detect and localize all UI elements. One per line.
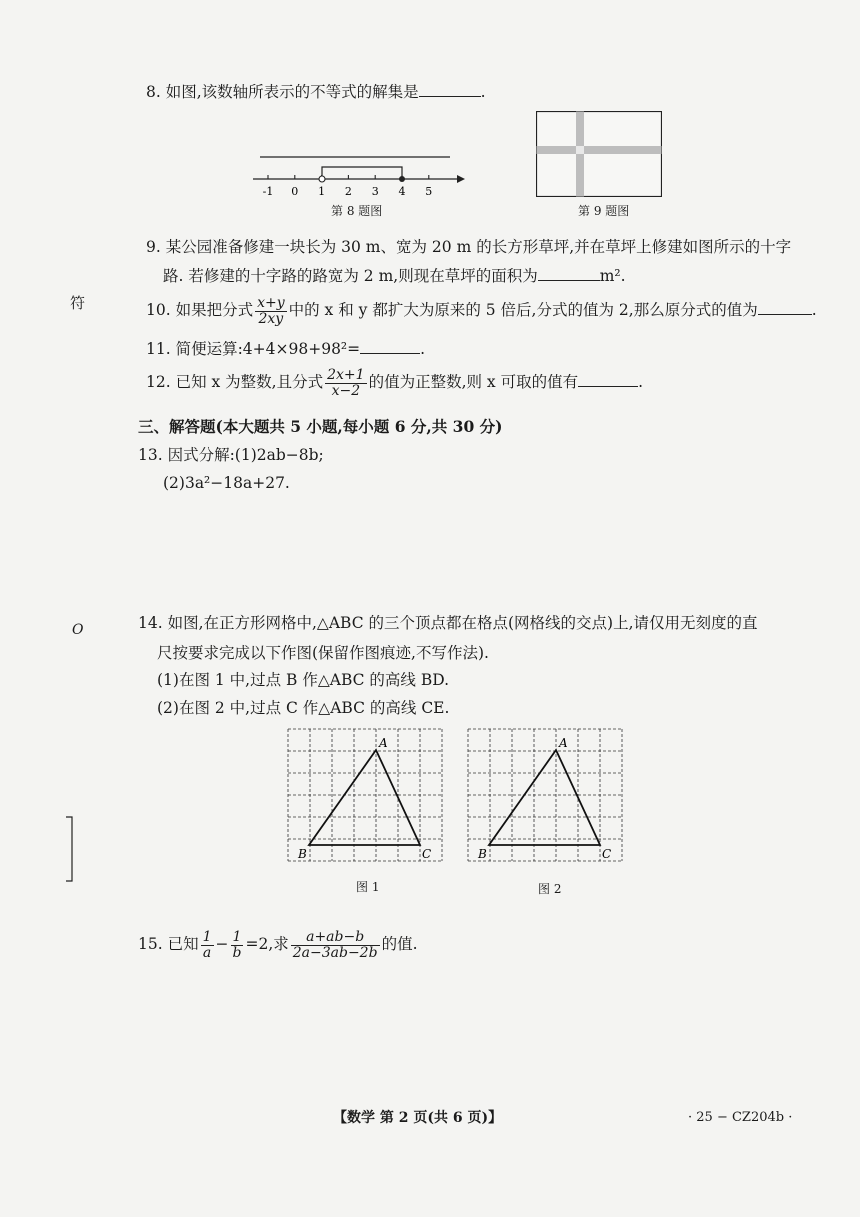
q8-caption: 第 8 题图 (331, 204, 383, 218)
fig2-caption: 图 2 (538, 882, 562, 896)
footer-page-info: 【数学 第 2 页(共 6 页)】 (333, 1110, 503, 1126)
q12-post: 的值为正整数,则 x 可取的值有 (368, 373, 579, 392)
q15-f3-numerator: a+ab−b (291, 930, 380, 946)
closed-point (399, 176, 405, 182)
axis-arrow (457, 175, 465, 183)
tick-label: 0 (291, 185, 299, 198)
q12-numerator: 2x+1 (327, 367, 365, 383)
q15-f1-numerator: 1 (202, 929, 212, 945)
q12-fraction (325, 368, 366, 398)
q12-text: 12. 已知 x 为整数,且分式 $\frac{2x+1}{x-2}$ 的值为正整数,则 x 可取的值有 . (146, 367, 644, 399)
q10-numerator: x+y (257, 295, 285, 311)
q15-mid: =2,求 (245, 935, 289, 954)
vertex-b-label-1: B (298, 847, 307, 861)
triangle-abc-1 (309, 750, 420, 845)
q15-pre: 15. 已知 (138, 935, 199, 954)
q12-pre: 12. 已知 x 为整数,且分式 (146, 373, 324, 392)
q15-f3-denominator: 2a−3ab−2b (292, 944, 378, 961)
number-line-figure (245, 145, 465, 200)
q15-fraction-2 (231, 930, 244, 960)
lawn-figure (536, 111, 662, 197)
q10-fraction (255, 296, 287, 326)
q9-line2-text: 路. 若修建的十字路的路宽为 2 m,则现在草坪的面积为 (163, 267, 538, 285)
q15-f1-denominator: a (202, 944, 212, 961)
open-point (319, 176, 325, 182)
grid-figure-1 (287, 728, 447, 874)
q15-fraction-3 (291, 930, 380, 960)
q14-line4: (2)在图 2 中,过点 C 作△ABC 的高线 CE. (157, 699, 450, 717)
q15-post: 的值. (381, 935, 418, 954)
q8-answer-blank (419, 95, 481, 97)
q10-post: 中的 x 和 y 都扩大为原来的 5 倍后,分式的值为 2,那么原分式的值为 (288, 301, 758, 320)
q15-minus: − (215, 935, 229, 954)
q13-line1: 13. 因式分解:(1)2ab−8b; (138, 446, 324, 464)
tick-label: 4 (398, 185, 406, 198)
q10-denominator: 2xy (258, 310, 284, 327)
q8-prompt: 8. 如图,该数轴所表示的不等式的解集是 (146, 83, 419, 101)
vertex-c-label-2: C (602, 847, 612, 861)
tick-label: 1 (318, 185, 326, 198)
q15-f2-numerator: 1 (231, 930, 244, 946)
q15-fraction-1 (201, 930, 214, 960)
tick-label: 2 (344, 185, 352, 198)
q14-line3: (1)在图 1 中,过点 B 作△ABC 的高线 BD. (157, 671, 450, 689)
q12-answer-blank (578, 385, 638, 387)
fig1-caption: 图 1 (356, 880, 380, 894)
tick-label: 5 (425, 185, 433, 198)
margin-mark-1: 符 (70, 294, 86, 312)
q14-line1: 14. 如图,在正方形网格中,△ABC 的三个顶点都在格点(网格线的交点)上,请仅用无刻度的直 (138, 614, 758, 632)
footer-code: · 25 − CZ204b · (688, 1110, 793, 1125)
road-crossing (576, 146, 584, 154)
margin-bracket (64, 815, 76, 885)
q11-prompt: 11. 简便运算:4+4×98+98²= (146, 340, 361, 358)
q9-line1: 9. 某公园准备修建一块长为 30 m、宽为 20 m 的长方形草坪,并在草坪上修建如图所示的十字 (146, 238, 792, 256)
q11-text: 11. 简便运算:4+4×98+98²= . (146, 340, 426, 358)
tick-label: 3 (371, 185, 379, 198)
q10-text: 10. 如果把分式 $\frac{x+y}{2xy}$ 中的 x 和 y 都扩大为原来的 5 倍后,分式的值为 2,那么原分式的值为 . (146, 295, 817, 327)
q8-text: 8. 如图,该数轴所表示的不等式的解集是 . (146, 83, 486, 101)
q15-text (138, 930, 418, 960)
q9-line2 (163, 267, 626, 286)
q12-denominator: x−2 (331, 382, 361, 399)
vertex-b-label-2: B (478, 847, 487, 861)
q14-line2: 尺按要求完成以下作图(保留作图痕迹,不写作法). (157, 644, 489, 662)
q9-unit: m². (599, 267, 626, 285)
vertex-c-label-1: C (422, 847, 432, 861)
horizontal-road (537, 146, 662, 154)
q9-caption: 第 9 题图 (578, 204, 630, 218)
q13-line2: (2)3a²−18a+27. (163, 474, 290, 492)
q15-f2-denominator: b (232, 944, 242, 961)
margin-mark-2: O (72, 622, 84, 638)
q11-answer-blank (360, 352, 420, 354)
q10-pre: 10. 如果把分式 (146, 301, 254, 320)
tick-label: -1 (262, 185, 274, 198)
vertex-a-label-2: A (559, 736, 568, 750)
triangle-abc-2 (489, 750, 600, 845)
q10-answer-blank (758, 313, 812, 315)
grid-figure-2 (467, 728, 627, 874)
solution-bracket (322, 167, 402, 179)
q9-answer-blank (538, 279, 600, 281)
section3-title: 三、解答题(本大题共 5 小题,每小题 6 分,共 30 分) (138, 417, 503, 436)
vertex-a-label-1: A (379, 736, 388, 750)
